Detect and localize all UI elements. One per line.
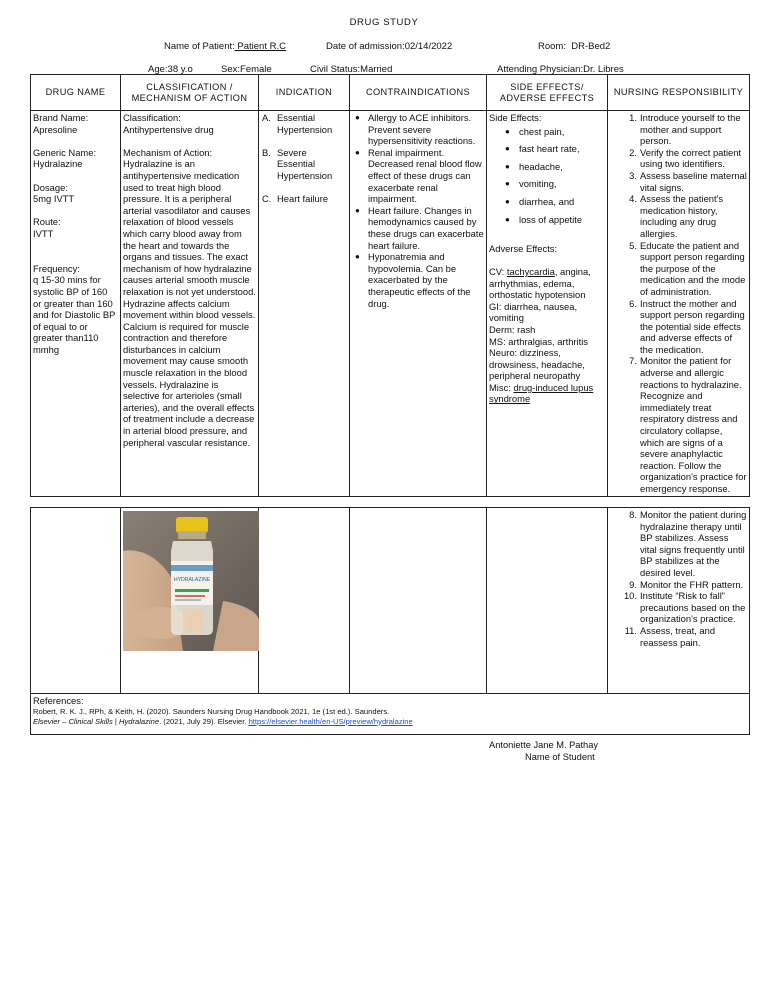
indication-cell	[259, 111, 350, 497]
age-value: 38 y.o	[167, 64, 193, 75]
references-cell	[31, 694, 750, 735]
brand-value: Apresoline	[33, 123, 78, 135]
moa-value: Hydralazine is an antihypertensive medication used to treat high blood pressure. It is a peripheral arterial vasodilator and causes relaxation of blood vessels which carry blood away from the heart and towards the organs and tissues. The exact mechanism of how hydralazine causes arterial smooth muscle relaxation is not yet understood. Hydrazine affects calcium movement within blood vessels. Calcium is required for muscle contraction and therefore disturbances in calcium movement may cause smooth muscle relaxation in the blood vessels. Hydralazine is selective for arterioles (small arteries), and the overall effects of treatment include a decrease in arterial blood pressure, and peripheral vascular resistance.	[123, 158, 256, 448]
adverse-gi: GI: diarrhea, nausea, vomiting	[489, 300, 578, 324]
dosage-label: Dosage:	[33, 181, 68, 193]
side-effects-cell	[487, 111, 608, 497]
class-value: Antihypertensive drug	[123, 123, 214, 135]
side-effect-item: ● chest pain,	[519, 126, 605, 138]
sex-value: Female	[240, 64, 272, 75]
contraindication-list	[352, 112, 484, 309]
civil-label: Civil Status:	[310, 64, 361, 75]
physician-value: Dr. Libres	[583, 64, 624, 75]
references-label: References:	[33, 695, 84, 706]
nursing-item: 2. Verify the correct patient using two identifiers.	[629, 146, 742, 170]
indication-list	[261, 112, 347, 205]
vial-label-text: HYDRALAZINE	[173, 577, 211, 583]
col-contraindications: CONTRAINDICATIONS	[350, 75, 487, 111]
contraindication-item: ● Heart failure. Changes in hemodynamics caused by these drugs can exacerbate heart failure.	[368, 205, 484, 251]
nursing-item: 7. Monitor the patient for adverse and allergic reactions to hydralazine. Recognize and immediately treat respiratory distress and circulatory collapse, which are signs of a severe anaphylactic reaction. Follow the organization's practice for emergency response.	[629, 355, 747, 494]
contraindication-item: ● Renal impairment. Decreased renal blood flow effect of these drugs can exacerbate renal impairment.	[368, 147, 484, 205]
nursing-cell-continued	[608, 508, 750, 694]
contraindication-item: ● Allergy to ACE inhibitors. Prevent severe hypersensitivity reactions.	[368, 112, 484, 147]
room-value: DR-Bed2	[571, 41, 611, 52]
contraindications-cell	[350, 111, 487, 497]
side-effect-item: ● diarrhea, and	[519, 196, 605, 208]
vial-image-cell	[121, 508, 259, 694]
age-label: Age:	[148, 64, 168, 75]
col-indication: INDICATION	[259, 75, 350, 111]
nursing-item: 11. Assess, treat, and reassess pain.	[624, 624, 716, 648]
adverse-effects-label: Adverse Effects:	[489, 242, 558, 254]
patient-name-value: Patient R.C	[234, 41, 286, 52]
nursing-item: 10. Institute “Risk to fall” precautions based on the organization's practice.	[623, 590, 746, 625]
reference-1: Robert, R. K. J., RPh, & Keith, H. (2020). Saunders Nursing Drug Handbook 2021, 1e (1st ed.). Saunders.	[33, 706, 390, 716]
contraindication-item: ● Hyponatremia and hypovolemia. Can be exacerbated by the therapeutic effects of the drug.	[368, 251, 484, 309]
frequency-value: q 15-30 mins for systolic BP of 160 or greater than 160 and for Diastolic BP of equal to or greater than110 mmhg	[33, 274, 116, 355]
adverse-misc: Misc: drug-induced lupus syndrome	[489, 381, 594, 405]
empty-cell	[259, 508, 350, 694]
nursing-cell	[608, 111, 750, 497]
hydralazine-vial-photo	[123, 511, 259, 651]
empty-cell	[350, 508, 487, 694]
adverse-derm: Derm: rash	[489, 323, 536, 335]
empty-cell	[31, 508, 121, 694]
room-label: Room:	[538, 41, 566, 52]
indication-item: B. Severe Essential Hypertension	[262, 146, 333, 181]
route-value: IVTT	[33, 227, 54, 239]
nursing-item: 8. Monitor the patient during hydralazine therapy until BP stabilizes. Assess vital signs frequently until BP stabilizes at the desired level.	[629, 509, 747, 578]
route-label: Route:	[33, 216, 61, 228]
side-effect-item: ● vomiting,	[519, 178, 605, 190]
dosage-value: 5mg IVTT	[33, 193, 75, 205]
adverse-cv: CV: tachycardia, angina, arrhythmias, edema, orthostatic hypotension	[489, 265, 591, 301]
nursing-item: 9. Monitor the FHR pattern.	[629, 578, 744, 590]
nursing-item: 6. Instruct the mother and support person regarding the potential side effects and adverse effects of the medication.	[629, 297, 745, 355]
civil-value: Married	[360, 64, 393, 75]
nursing-item: 1. Introduce yourself to the mother and support person.	[629, 112, 741, 147]
admission-label: Date of admission:	[326, 41, 405, 52]
nursing-item: 4. Assess the patient's medication history, including any drug allergies.	[629, 193, 724, 239]
frequency-label: Frequency:	[33, 262, 80, 274]
nursing-list-continued	[610, 509, 747, 648]
reference-2: Elsevier – Clinical Skills | Hydralazine. (2021, July 29). Elsevier. https://elsevier.health/en-US/preview/hydralazine	[33, 716, 413, 726]
student-name: Antoniette Jane M. Pathay	[489, 740, 599, 750]
patient-name-label: Name of Patient:	[164, 41, 235, 52]
col-drug-name: DRUG NAME	[31, 75, 121, 111]
empty-cell	[487, 508, 608, 694]
side-effects-list	[489, 126, 605, 226]
nursing-list	[610, 112, 747, 495]
side-effect-item: ● loss of appetite	[519, 214, 605, 226]
side-effect-item: ● fast heart rate,	[519, 143, 605, 155]
drug-study-table	[30, 74, 750, 497]
col-side-effects: SIDE EFFECTS/ ADVERSE EFFECTS	[487, 75, 608, 111]
moa-label: Mechanism of Action:	[123, 146, 213, 158]
side-effect-item: ● headache,	[519, 161, 605, 173]
indication-item: C. Heart failure	[262, 193, 329, 205]
brand-label: Brand Name:	[33, 112, 89, 123]
classification-cell	[121, 111, 259, 497]
indication-item: A. Essential Hypertension	[262, 112, 333, 135]
drug-study-table-continued	[30, 507, 750, 735]
generic-value: Hydralazine	[33, 158, 83, 170]
page-title: DRUG STUDY	[349, 17, 419, 28]
sex-label: Sex:	[221, 64, 241, 75]
generic-label: Generic Name:	[33, 146, 97, 158]
physician-label: Attending Physician:	[497, 64, 584, 75]
room	[538, 41, 610, 52]
nursing-item: 3. Assess baseline maternal vital signs.	[629, 169, 747, 193]
adverse-neuro: Neuro: dizziness, drowsiness, headache, peripheral neuropathy	[489, 347, 585, 382]
patient-name	[164, 41, 286, 52]
nursing-item: 5. Educate the patient and support person regarding the purpose of the medication and the mode of administration.	[629, 239, 746, 297]
col-classification: CLASSIFICATION / MECHANISM OF ACTION	[121, 75, 259, 111]
admission-value: 02/14/2022	[404, 41, 453, 52]
student-name-label: Name of Student	[525, 752, 595, 762]
admission-date	[326, 41, 452, 52]
side-effects-label: Side Effects:	[489, 112, 542, 123]
adverse-ms: MS: arthralgias, arthritis	[489, 335, 588, 347]
reference-link[interactable]: https://elsevier.health/en-US/preview/hydralazine	[248, 716, 413, 726]
col-nursing: NURSING RESPONSIBILITY	[608, 75, 750, 111]
class-label: Classification:	[123, 112, 181, 123]
drug-name-cell	[31, 111, 121, 497]
